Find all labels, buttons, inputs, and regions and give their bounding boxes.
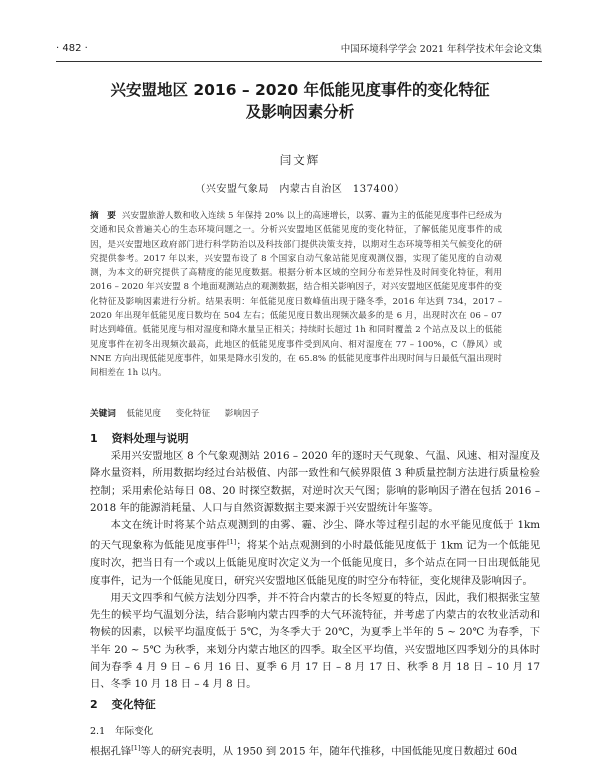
paragraph: 采用兴安盟地区 8 个气象观测站 2016 – 2020 年的逐时天气现象、气温、风速、相对湿度及降水量资料，所用数据均经过台站极值、内部一致性和气候界限值 3 种质量控制方法进行质量检验控制；采用索伦站每日 08、20 时探空数据，对逆时次天气图；影响的影响因子潜在包括 2016 – 2018 年的能源消耗量、人口与自然资源数据主要来源于兴安盟统计年鉴等。 [90,450,540,514]
keyword: 低能见度 [126,409,161,419]
abstract-label: 摘 要 [90,211,116,221]
abstract-text: 兴安盟旅游人数和收入连续 5 年保持 20% 以上的高速增长，以雾、霾为主的低能见度事件已经成为交通和民众普遍关心的生态环境问题之一。分析兴安盟地区低能见度的变化特征，了解低能见度事件的成因，是兴安盟地区政府部门进行科学防治以及科技部门提供决策支持，以期对生态环境等相关气候变化的研究提供参考。2017 年以来，兴安盟布设了 8 个国家自动气象站能见度观测仪器，实现了能见度的自动观测，为本文的研究提供了高精度的能见度数据。根据分析本区域的空间分布差异性及时间变化特征，利用 2016 – 2020 年兴安盟 8 个地面观测站点的观测数据，结合相关影响因子，对兴安盟地区低能见度事件的变化特征及影响因素进行分析。结果表明：年低能见度日数峰值出现于隆冬季，2016 年达到 734，2017 – 2020 年出现年低能见度日数均在 504 左右；低能见度日数出现频次最多的是 6 月，出现时次在 06 – 07 时达到峰值。低能见度与相对湿度和降水量呈正相关；持续时长超过 1h 和同时覆盖 2 个站点及以上的低能见度事件在初冬出现频次最高，此地区的低能见度事件受到风向、相对湿度在 77 – 100%，C（静风）或 NNE 方向出现低能见度事件，如果是降水引发的，在 65.8% 的低能见度事件出现时间与日最低气温出现时间相差在 1h 以内。 [90,211,502,379]
citation: [1] [227,538,237,547]
abstract [90,209,502,381]
subsection-title: 年际变化 [115,726,154,737]
citation: [1] [131,744,141,752]
keyword: 影响因子 [224,409,260,419]
subsection-number: 2.1 [90,726,106,737]
title-line-2: 及影响因素分析 [245,103,355,121]
section-title: 资料处理与说明 [111,432,189,445]
page-number: · 482 · [56,42,88,54]
section-number: 1 [90,432,98,445]
section-title: 变化特征 [111,698,156,711]
paragraph: 用天文四季和气候方法划分四季，并不符合内蒙古的长冬短夏的特点，因此，我们根据张宝堃先生的候平均气温划分法，结合影响内蒙古四季的大气环流特征，并考虑了内蒙古的农牧业活动和物候的因素，以候平均温度低于 5℃，为冬季大于 20℃，为夏季上半年的 5 ~ 20℃ 为春季，下半年 20 ~ 5℃ 为秋季，来划分内蒙古地区的四季。取全区平均值，兴安盟地区四季划分的具体时间为春季 4 月 9 日 – 6 月 16 日、夏季 6 月 17 日 – 8 月 17 日、秋季 8 月 18 日 – 10 月 17 日、冬季 10 月 18 日 – 4 月 8 日。 [90,591,540,691]
paper-title [60,79,540,123]
keywords-label: 关键词 [90,409,116,419]
keywords [90,407,502,419]
author: 闫文辉 [279,153,321,167]
paragraph: 本文在统计时将某个站点观测到的由雾、霾、沙尘、降水等过程引起的水平能见度低于 1km 的天气现象称为低能见度事件[1]；将某个站点观测到的小时最低能见度低于 1km 记为一个低能见度时次，把当日有一个或以上低能见度时次定义为一个低能见度日，多个站点在同一日出现低能见度事件，记为一个低能见度日，研究兴安盟地区低能见度的时空分布特征，变化规律及影响因子。 [90,519,540,587]
section-1-body [90,448,540,694]
section-1-heading [90,430,189,446]
title-line-1: 兴安盟地区 2016 – 2020 年低能见度事件的变化特征 [110,81,490,99]
keyword: 变化特征 [175,409,211,419]
header-rule [56,61,542,62]
section-2-body: 根据孔锋[1]等人的研究表明，从 1950 到 2015 年，随年代推移，中国低能见度日数超过 60d [90,744,518,758]
affiliation: （兴安盟气象局 内蒙古自治区 137400） [195,184,405,195]
section-number: 2 [90,698,98,711]
subsection-heading [90,723,153,737]
page-header [56,40,542,56]
section-2-heading [90,696,156,712]
running-title: 中国环境科学学会 2021 年科学技术年会论文集 [340,44,542,55]
